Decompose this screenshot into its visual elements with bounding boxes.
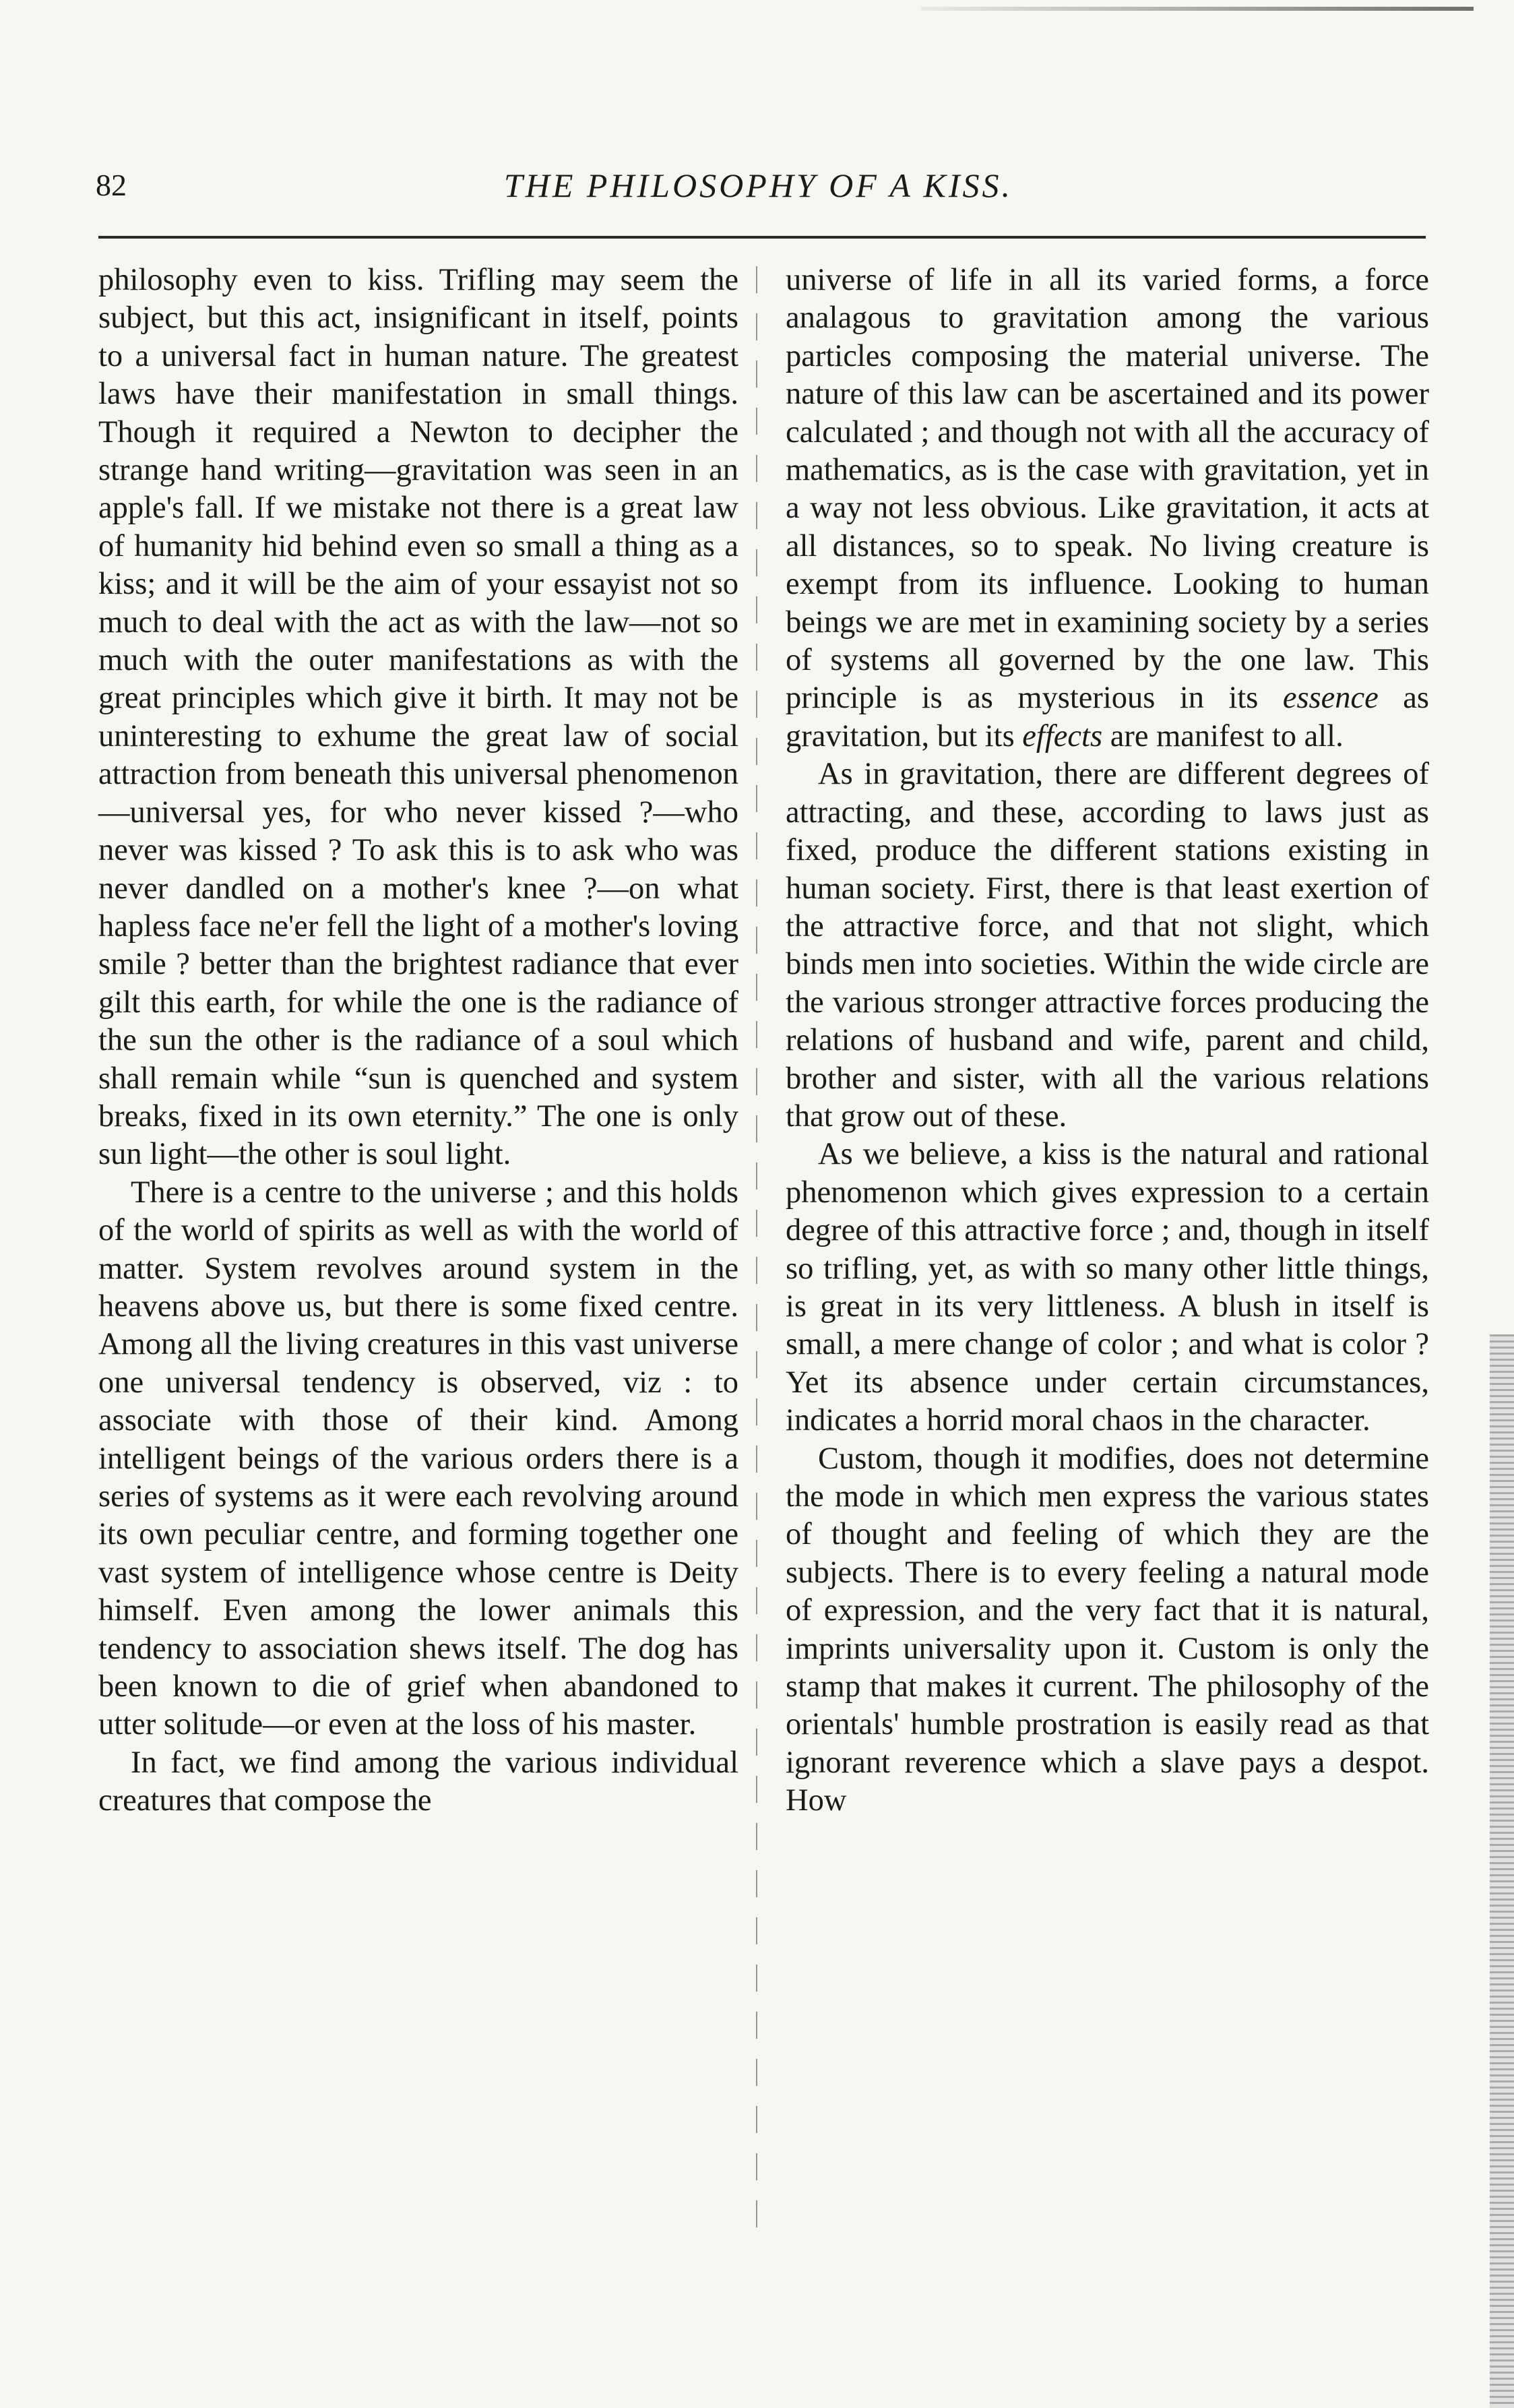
left-paragraph-2: There is a centre to the universe ; and this holds of the world of spirits as well as with the world of matter. System revolves around system in the heavens above us, but there is some fixed centre. Among all the living creatures in this vast universe one universal tendency is observed, viz : to associate with those of their kind. Among intelligent beings of the various orders there is a series of systems as it were each revolving around its own peculiar centre, and forming together one vast system of intelligence whose centre is Deity himself. Even among the lower animals this tendency to association shews itself. The dog has been known to die of grief when abandoned to utter solitude—or even at the loss of his master.: [98, 1175, 738, 1742]
right-paragraph-2: As in gravitation, there are different degrees of attracting, and these, according to laws just as fixed, produce the different stations existing in human society. First, there is that least exertion of the attractive force, and that not slight, which binds men into societies. Within the wide circle are the various stronger attractive forces producing the relations of husband and wife, parent and child, brother and sister, with all the various relations that grow out of these.: [786, 757, 1429, 1134]
left-column: [98, 261, 738, 1820]
top-edge-rule: [921, 7, 1474, 11]
emphasis-effects: effects: [1022, 718, 1103, 753]
left-paragraph-1: philosophy even to kiss. Trifling may seem the subject, but this act, insignificant in itself, points to a universal fact in human nature. The greatest laws have their manifestation in small things. Though it required a Newton to decipher the strange hand writing—gravitation was seen in an apple's fall. If we mistake not there is a great law of humanity hid behind even so small a thing as a kiss; and it will be the aim of your essayist not so much to deal with the act as with the law—not so much with the outer manifestations as with the great principles which give it birth. It may not be uninteresting to exhume the great law of social attraction from beneath this universal phenomenon—universal yes, for who never kissed ?—who never was kissed ? To ask this is to ask who was never dandled on a mother's knee ?—on what hapless face ne'er fell the light of a mother's loving smile ? better than the brightest radiance that ever gilt this earth, for while the one is the radiance of the sun the other is the radiance of a soul which shall remain while “sun is quenched and system breaks, fixed in its own eternity.” The one is only sun light—the other is soul light.: [98, 263, 738, 1172]
emphasis-essence: essence: [1282, 681, 1379, 716]
page-header: [96, 162, 1421, 209]
right-paragraph-1-part-c: are manifest to all.: [1102, 718, 1344, 753]
header-rule: [98, 236, 1426, 239]
page-edge-shadow: [1490, 1334, 1514, 2408]
right-paragraph-1-part-b: as gravitation, but its: [786, 681, 1429, 753]
column-divider: [756, 266, 757, 2241]
right-paragraph-4: Custom, though it modifies, does not determine the mode in which men express the various states of thought and feeling of which they are the subjects. There is to every feeling a natural mode of expression, and the very fact that it is natural, imprints universality upon it. Custom is only the stamp that makes it current. The philosophy of the orientals' humble prostration is easily read as that ignorant reverence which a slave pays a despot. How: [786, 1441, 1429, 1818]
right-paragraph-1-part-a: universe of life in all its varied forms, a force analagous to gravitation among the various particles composing the material universe. The nature of this law can be ascertained and its power calculated ; and though not with all the accuracy of mathematics, as is the case with gravitation, yet in a way not less obvious. Like gravitation, it acts at all distances, so to speak. No living creature is exempt from its influence. Looking to human beings we are met in examining society by a series of systems all governed by the one law. This principle is as mysterious in its: [786, 263, 1429, 716]
running-title: THE PHILOSOPHY OF A KISS.: [503, 166, 1013, 204]
right-paragraph-1: [786, 261, 1429, 755]
page-number: 82: [96, 168, 127, 202]
right-column: [786, 261, 1429, 1820]
right-paragraph-3: As we believe, a kiss is the natural and rational phenomenon which gives expression to a certain degree of this attractive force ; and, though in itself so trifling, yet, as with so many other little things, is great in its very littleness. A blush in itself is small, a mere change of color ; and what is color ? Yet its absence under certain circumstances, indicates a horrid moral chaos in the character.: [786, 1137, 1429, 1438]
left-paragraph-3: In fact, we find among the various individual creatures that compose the: [98, 1745, 738, 1818]
